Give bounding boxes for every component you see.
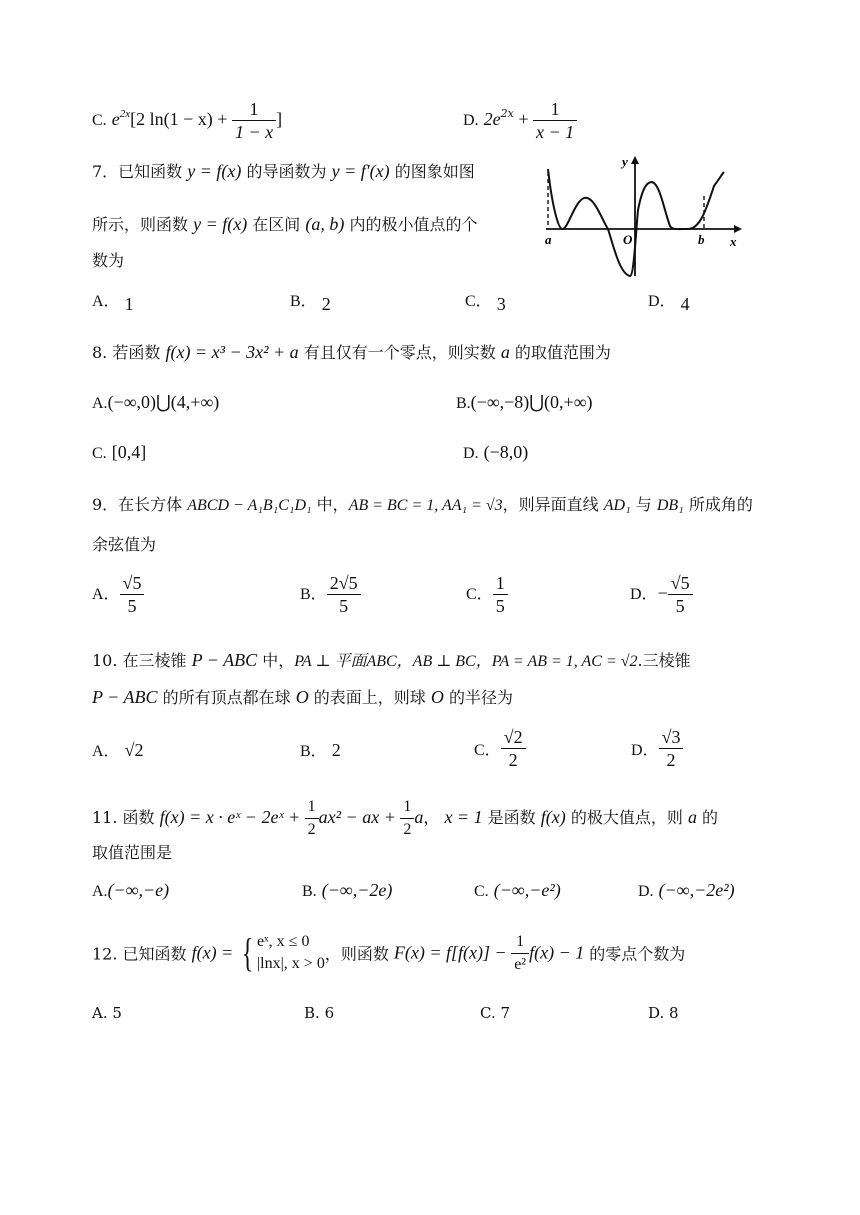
q8-option-d: D. (−8,0) xyxy=(463,442,529,462)
q7-line2: 所示，则函数 y = f(x) 在区间 (a, b) 内的极小值点的个 xyxy=(92,214,478,234)
q10-option-c: C． $\frac{√2}{2}$ xyxy=(474,726,526,771)
q7-option-c: C． 3 xyxy=(465,293,506,314)
derivative-graph xyxy=(540,150,752,282)
q11-option-b: B. (−∞,−2e) xyxy=(302,880,393,900)
q10-stem-line1: 10. 在三棱锥 P − ABC 中，PA ⊥ 平面ABC，AB ⊥ BC，PA = AB = 1, AC = √2.三棱锥 xyxy=(92,650,691,670)
q12-stem: 12. 已知函数 f(x) = { eˣ, x ≤ 0 |lnx|, x > 0 ，则函数 F(x) = f[f(x)] − $\frac{1}{\text{e²}}$ f(x) − 1 的零点个数为 xyxy=(92,930,686,975)
q9-option-c: C． $\frac{1}{5}$ xyxy=(466,572,508,617)
q12-piecewise-cases: eˣ, x ≤ 0 |lnx|, x > 0 xyxy=(256,933,325,972)
q11-option-d: D. (−∞,−2e²) xyxy=(638,880,735,900)
q10-c-fraction: $\frac{√2}{2}$ xyxy=(501,726,526,771)
q8-option-b: B.(−∞,−8)⋃(0,+∞) xyxy=(456,392,593,412)
q9-a-fraction: $\frac{√5}{5}$ xyxy=(120,572,145,617)
q10-option-b: B． 2 xyxy=(300,740,341,760)
q12-coefficient-fraction: $\frac{1}{\text{e²}}$ xyxy=(511,931,529,976)
q7-option-a: A． 1 xyxy=(92,293,134,314)
q12-option-c: C. 7 xyxy=(480,1004,511,1022)
q9-option-b: B． $\frac{2√5}{5}$ xyxy=(300,572,361,617)
q9-option-a: A． $\frac{√5}{5}$ xyxy=(92,572,144,617)
piecewise-brace: { xyxy=(241,930,254,975)
q9-d-fraction: $\frac{√5}{5}$ xyxy=(668,572,693,617)
q11-half-fraction-2: $\frac{1}{2}$ xyxy=(400,796,414,841)
y-label: y xyxy=(622,154,628,169)
q10-option-d: D． $\frac{√3}{2}$ xyxy=(631,726,683,771)
b-label: b xyxy=(698,232,705,247)
q11-option-c: C. (−∞,−e²) xyxy=(474,880,561,900)
q6-d-fraction: $\frac{1}{x - 1}$ xyxy=(533,98,577,143)
q6-option-d: D. $2e^{2x}$ + $\frac{1}{x - 1}$ xyxy=(463,98,577,143)
q8-option-a: A.(−∞,0)⋃(4,+∞) xyxy=(92,392,220,412)
q10-d-fraction: $\frac{√3}{2}$ xyxy=(659,726,684,771)
q10-option-a: A． √2 xyxy=(92,740,144,760)
q8-option-c: C. [0,4] xyxy=(92,442,147,462)
q9-stem-line1: 9．在长方体 ABCD − A₁B₁C₁D₁ 中，AB = BC = 1, AA₁ = √3，则异面直线 AD₁ 与 DB₁ 所成角的 xyxy=(92,495,753,514)
derivative-curve xyxy=(548,169,724,276)
q7-line1: 7．已知函数 y = f(x) 的导函数为 y = f′(x) 的图象如图 xyxy=(92,161,475,181)
q11-stem-line2: 取值范围是 xyxy=(92,843,173,862)
q9-b-fraction: $\frac{2√5}{5}$ xyxy=(327,572,361,617)
a-label: a xyxy=(545,232,552,247)
q11-stem-line1: 11. 函数 f(x) = x · eˣ − 2eˣ + $\frac{1}{2}$ ax² − ax + $\frac{1}{2}$ a， x = 1 是函数 f(x) 的极大值点，则 a 的 xyxy=(92,794,718,841)
q12-option-b: B. 6 xyxy=(304,1004,335,1022)
q12-option-d: D. 8 xyxy=(648,1004,679,1022)
q9-stem-line2: 余弦值为 xyxy=(92,535,157,554)
q11-half-fraction-1: $\frac{1}{2}$ xyxy=(305,796,319,841)
origin-label: O xyxy=(623,232,633,247)
x-label: x xyxy=(730,234,737,249)
y-axis-arrow xyxy=(631,156,639,164)
q9-option-d: D．− $\frac{√5}{5}$ xyxy=(630,572,693,617)
q7-option-b: B． 2 xyxy=(290,293,331,314)
q7-line3: 数为 xyxy=(92,251,125,270)
q6-c-fraction: $\frac{1}{1 - x}$ xyxy=(232,98,276,143)
q7-option-d: D． 4 xyxy=(648,293,690,314)
q9-c-fraction: $\frac{1}{5}$ xyxy=(493,572,508,617)
q6-option-c: C. $e^{2x}[2$ ln(1 − x) + $\frac{1}{1 - x}$ ] xyxy=(92,99,283,142)
q11-option-a: A.(−∞,−e) xyxy=(92,880,170,900)
q10-stem-line2: P − ABC 的所有顶点都在球 O 的表面上，则球 O 的半径为 xyxy=(92,687,513,707)
q12-option-a: A. 5 xyxy=(92,1004,122,1022)
q8-stem: 8. 若函数 f(x) = x³ − 3x² + a 有且仅有一个零点，则实数 a 的取值范围为 xyxy=(92,342,611,362)
x-axis-arrow xyxy=(734,225,742,233)
